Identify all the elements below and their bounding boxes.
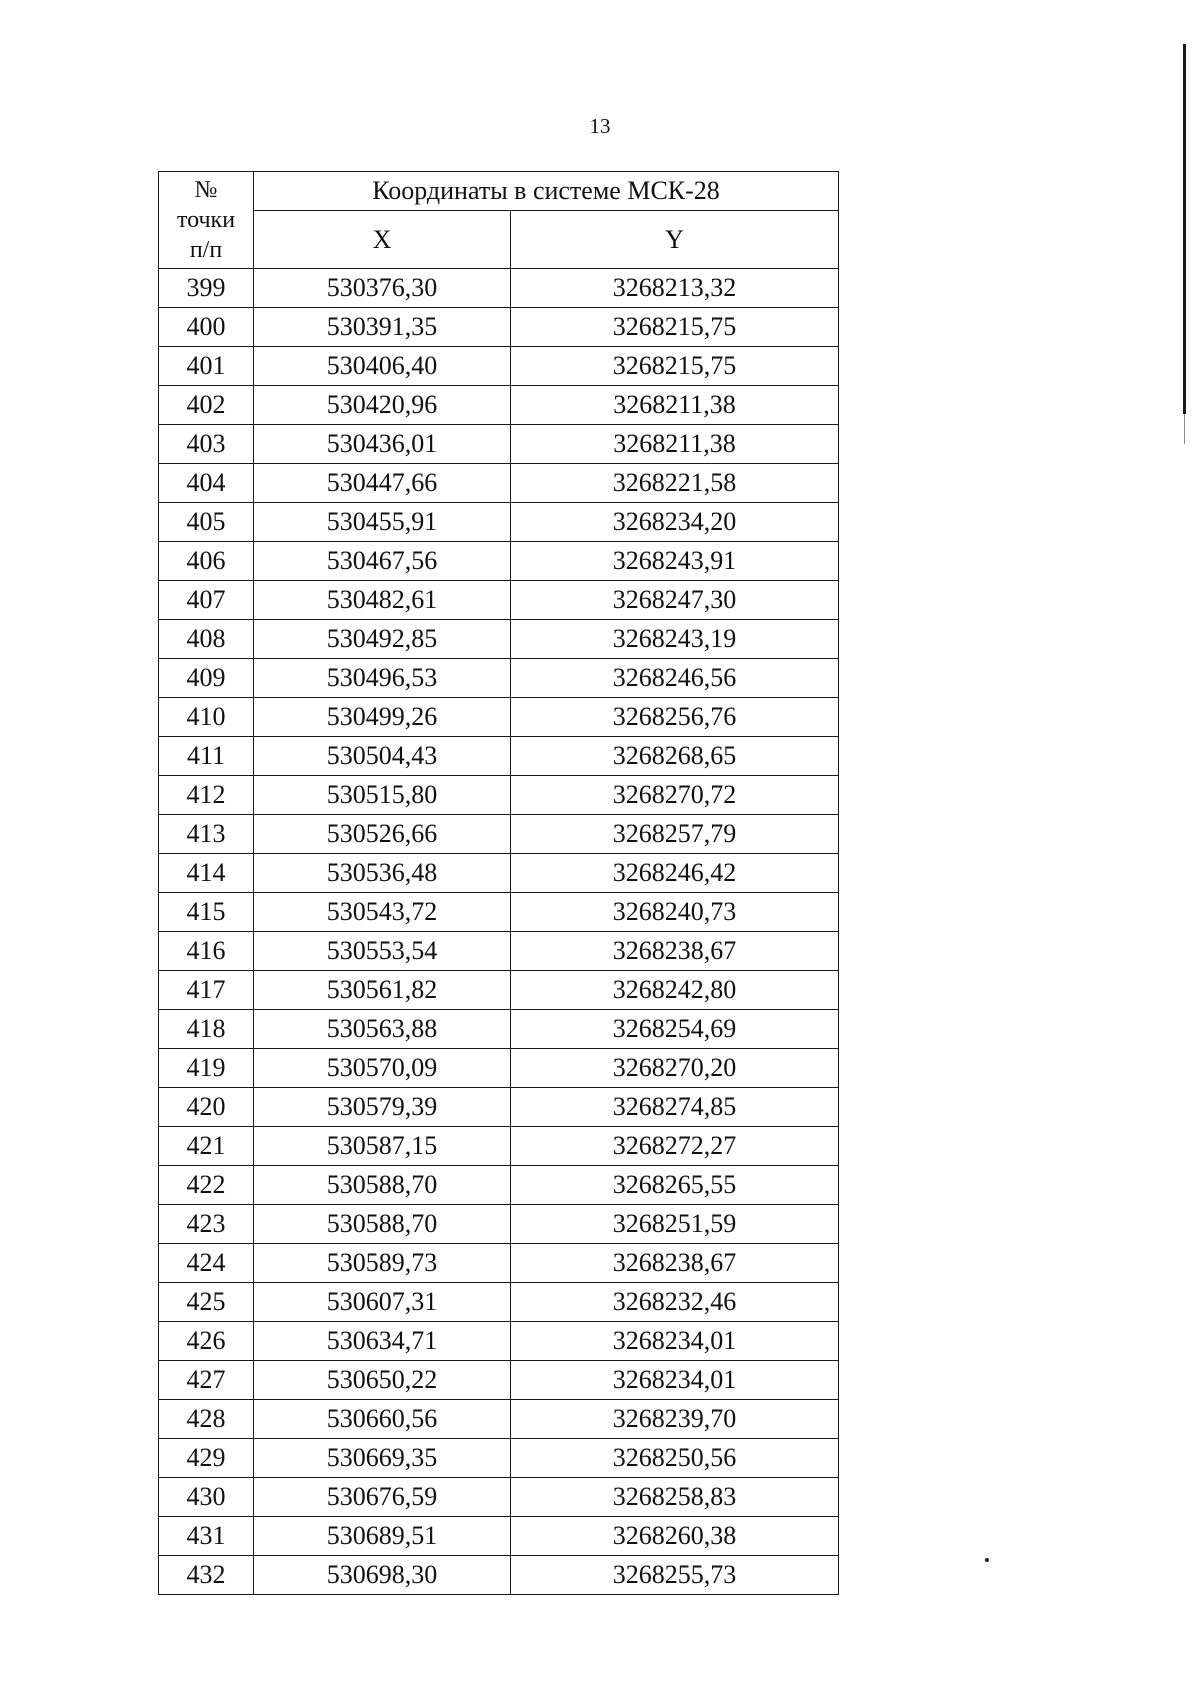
y-coordinate-cell: 3268215,75	[511, 347, 839, 386]
point-number-cell: 420	[159, 1088, 254, 1127]
y-coordinate-cell: 3268255,73	[511, 1556, 839, 1595]
table-row	[159, 815, 839, 854]
point-number-header-line-2: точки	[176, 207, 236, 233]
table-row	[159, 1322, 839, 1361]
x-coordinate-cell: 530634,71	[254, 1322, 511, 1361]
y-coordinate-cell: 3268243,91	[511, 542, 839, 581]
y-coordinate-cell: 3268256,76	[511, 698, 839, 737]
y-coordinate-cell: 3268211,38	[511, 386, 839, 425]
point-number-cell: 419	[159, 1049, 254, 1088]
point-number-cell: 427	[159, 1361, 254, 1400]
table-row	[159, 971, 839, 1010]
point-number-cell: 432	[159, 1556, 254, 1595]
table-row	[159, 854, 839, 893]
x-coordinate-cell: 530561,82	[254, 971, 511, 1010]
y-coordinate-cell: 3268239,70	[511, 1400, 839, 1439]
x-coordinate-cell: 530676,59	[254, 1478, 511, 1517]
table-row	[159, 1127, 839, 1166]
x-coordinate-cell: 530698,30	[254, 1556, 511, 1595]
x-coordinate-cell: 530526,66	[254, 815, 511, 854]
point-number-cell: 426	[159, 1322, 254, 1361]
y-coordinate-cell: 3268232,46	[511, 1283, 839, 1322]
point-number-cell: 406	[159, 542, 254, 581]
point-number-header-line-3: п/п	[189, 237, 223, 263]
table-row	[159, 1010, 839, 1049]
y-coordinate-cell: 3268265,55	[511, 1166, 839, 1205]
point-number-header	[159, 172, 254, 269]
y-coordinate-cell: 3268213,32	[511, 269, 839, 308]
x-coordinate-cell: 530376,30	[254, 269, 511, 308]
point-number-cell: 414	[159, 854, 254, 893]
table-row	[159, 308, 839, 347]
point-number-cell: 410	[159, 698, 254, 737]
y-coordinate-cell: 3268260,38	[511, 1517, 839, 1556]
scan-speck	[985, 1558, 989, 1562]
y-coordinate-cell: 3268246,42	[511, 854, 839, 893]
table-row	[159, 1049, 839, 1088]
x-coordinate-cell: 530650,22	[254, 1361, 511, 1400]
point-number-cell: 415	[159, 893, 254, 932]
table-row	[159, 1517, 839, 1556]
point-number-cell: 411	[159, 737, 254, 776]
x-coordinate-cell: 530391,35	[254, 308, 511, 347]
point-number-cell: 431	[159, 1517, 254, 1556]
x-coordinate-cell: 530589,73	[254, 1244, 511, 1283]
point-number-cell: 413	[159, 815, 254, 854]
x-coordinate-cell: 530406,40	[254, 347, 511, 386]
table-row	[159, 659, 839, 698]
y-coordinate-cell: 3268221,58	[511, 464, 839, 503]
point-number-header-line-1: №	[194, 177, 218, 203]
x-coordinate-cell: 530587,15	[254, 1127, 511, 1166]
x-coordinate-cell: 530660,56	[254, 1400, 511, 1439]
table-row	[159, 542, 839, 581]
table-row	[159, 1400, 839, 1439]
y-coordinate-cell: 3268211,38	[511, 425, 839, 464]
x-coordinate-cell: 530588,70	[254, 1166, 511, 1205]
table-row	[159, 776, 839, 815]
point-number-cell: 405	[159, 503, 254, 542]
scan-edge-line-faint	[1184, 414, 1185, 444]
table-row	[159, 737, 839, 776]
y-coordinate-cell: 3268274,85	[511, 1088, 839, 1127]
y-coordinate-cell: 3268251,59	[511, 1205, 839, 1244]
table-row	[159, 1205, 839, 1244]
point-number-cell: 421	[159, 1127, 254, 1166]
y-coordinate-cell: 3268270,72	[511, 776, 839, 815]
point-number-cell: 418	[159, 1010, 254, 1049]
point-number-cell: 430	[159, 1478, 254, 1517]
x-coordinate-cell: 530455,91	[254, 503, 511, 542]
point-number-cell: 404	[159, 464, 254, 503]
x-coordinate-cell: 530553,54	[254, 932, 511, 971]
table-row	[159, 581, 839, 620]
point-number-cell: 402	[159, 386, 254, 425]
table-row	[159, 464, 839, 503]
table-row	[159, 1244, 839, 1283]
table-header	[159, 172, 839, 269]
table-row	[159, 1361, 839, 1400]
point-number-cell: 417	[159, 971, 254, 1010]
x-coordinate-cell: 530496,53	[254, 659, 511, 698]
y-coordinate-cell: 3268257,79	[511, 815, 839, 854]
coordinate-system-header: Координаты в системе МСК-28	[254, 172, 839, 211]
point-number-cell: 403	[159, 425, 254, 464]
x-coordinate-cell: 530588,70	[254, 1205, 511, 1244]
x-coordinate-cell: 530482,61	[254, 581, 511, 620]
y-coordinate-cell: 3268243,19	[511, 620, 839, 659]
table-row	[159, 1556, 839, 1595]
y-column-header: Y	[511, 211, 839, 269]
x-coordinate-cell: 530570,09	[254, 1049, 511, 1088]
y-coordinate-cell: 3268242,80	[511, 971, 839, 1010]
point-number-cell: 423	[159, 1205, 254, 1244]
table-row	[159, 1283, 839, 1322]
x-coordinate-cell: 530420,96	[254, 386, 511, 425]
point-number-cell: 424	[159, 1244, 254, 1283]
table-row	[159, 698, 839, 737]
x-coordinate-cell: 530515,80	[254, 776, 511, 815]
point-number-cell: 428	[159, 1400, 254, 1439]
x-coordinate-cell: 530607,31	[254, 1283, 511, 1322]
y-coordinate-cell: 3268254,69	[511, 1010, 839, 1049]
y-coordinate-cell: 3268246,56	[511, 659, 839, 698]
x-coordinate-cell: 530447,66	[254, 464, 511, 503]
scan-edge-line	[1183, 44, 1186, 414]
table-row	[159, 932, 839, 971]
y-coordinate-cell: 3268240,73	[511, 893, 839, 932]
x-coordinate-cell: 530492,85	[254, 620, 511, 659]
page-number: 13	[589, 114, 611, 138]
table-row	[159, 425, 839, 464]
point-number-cell: 409	[159, 659, 254, 698]
table-row	[159, 1439, 839, 1478]
y-coordinate-cell: 3268258,83	[511, 1478, 839, 1517]
x-coordinate-cell: 530436,01	[254, 425, 511, 464]
table-row	[159, 1088, 839, 1127]
point-number-cell: 412	[159, 776, 254, 815]
table-row	[159, 386, 839, 425]
x-coordinate-cell: 530689,51	[254, 1517, 511, 1556]
y-coordinate-cell: 3268268,65	[511, 737, 839, 776]
y-coordinate-cell: 3268238,67	[511, 1244, 839, 1283]
table-row	[159, 1166, 839, 1205]
point-number-cell: 407	[159, 581, 254, 620]
point-number-cell: 425	[159, 1283, 254, 1322]
y-coordinate-cell: 3268215,75	[511, 308, 839, 347]
coordinates-table	[158, 171, 839, 1595]
table-row	[159, 1478, 839, 1517]
y-coordinate-cell: 3268247,30	[511, 581, 839, 620]
y-coordinate-cell: 3268238,67	[511, 932, 839, 971]
point-number-cell: 429	[159, 1439, 254, 1478]
x-coordinate-cell: 530579,39	[254, 1088, 511, 1127]
table-row	[159, 503, 839, 542]
x-coordinate-cell: 530499,26	[254, 698, 511, 737]
table-row	[159, 620, 839, 659]
y-coordinate-cell: 3268270,20	[511, 1049, 839, 1088]
x-coordinate-cell: 530536,48	[254, 854, 511, 893]
y-coordinate-cell: 3268234,01	[511, 1322, 839, 1361]
x-coordinate-cell: 530504,43	[254, 737, 511, 776]
x-coordinate-cell: 530563,88	[254, 1010, 511, 1049]
table-row	[159, 347, 839, 386]
y-coordinate-cell: 3268234,20	[511, 503, 839, 542]
y-coordinate-cell: 3268272,27	[511, 1127, 839, 1166]
x-column-header: X	[254, 211, 511, 269]
y-coordinate-cell: 3268234,01	[511, 1361, 839, 1400]
table-row	[159, 893, 839, 932]
table-row	[159, 269, 839, 308]
x-coordinate-cell: 530543,72	[254, 893, 511, 932]
point-number-cell: 401	[159, 347, 254, 386]
x-coordinate-cell: 530467,56	[254, 542, 511, 581]
point-number-cell: 400	[159, 308, 254, 347]
table-body	[159, 269, 839, 1595]
x-coordinate-cell: 530669,35	[254, 1439, 511, 1478]
point-number-cell: 416	[159, 932, 254, 971]
point-number-cell: 408	[159, 620, 254, 659]
y-coordinate-cell: 3268250,56	[511, 1439, 839, 1478]
point-number-cell: 422	[159, 1166, 254, 1205]
point-number-cell: 399	[159, 269, 254, 308]
